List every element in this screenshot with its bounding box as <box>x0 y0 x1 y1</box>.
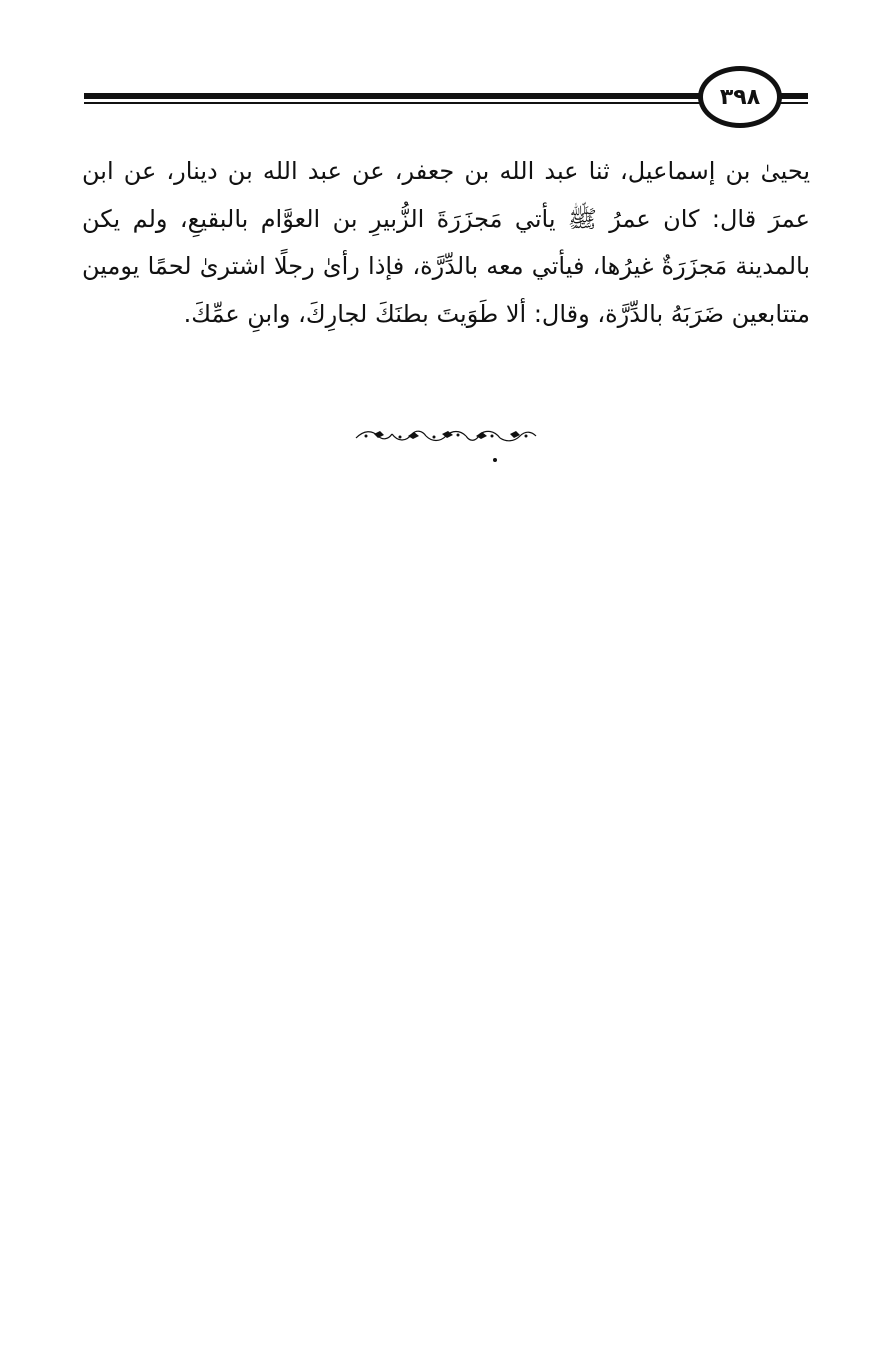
floral-divider-ornament-icon <box>354 428 538 444</box>
page-number-badge <box>698 66 782 128</box>
page-header <box>84 66 808 130</box>
page-number: ٣٩٨ <box>719 84 761 110</box>
ornament-dot <box>493 458 497 462</box>
header-rule-thin <box>84 102 706 104</box>
body-paragraph: يحيىٰ بن إسماعيل، ثنا عبد الله بن جعفر، عن عبد الله بن دينار، عن ابن عمرَ قال: كان عمرُ ﷺ يأتي مَجزَرَةَ الزُّبيرِ بن العوَّام بالبقيعِ، ولم يكن بالمدينة مَجزَرَةٌ غيرُها، فيأتي معه بالدِّرَّة، فإذا رأىٰ رجلًا اشترىٰ لحمًا يومين متتابعين ضَرَبَهُ بالدِّرَّة، وقال: ألا طَوَيتَ بطنَكَ لجارِكَ، وابنِ عمِّكَ. <box>82 157 810 328</box>
header-rule <box>84 93 706 99</box>
